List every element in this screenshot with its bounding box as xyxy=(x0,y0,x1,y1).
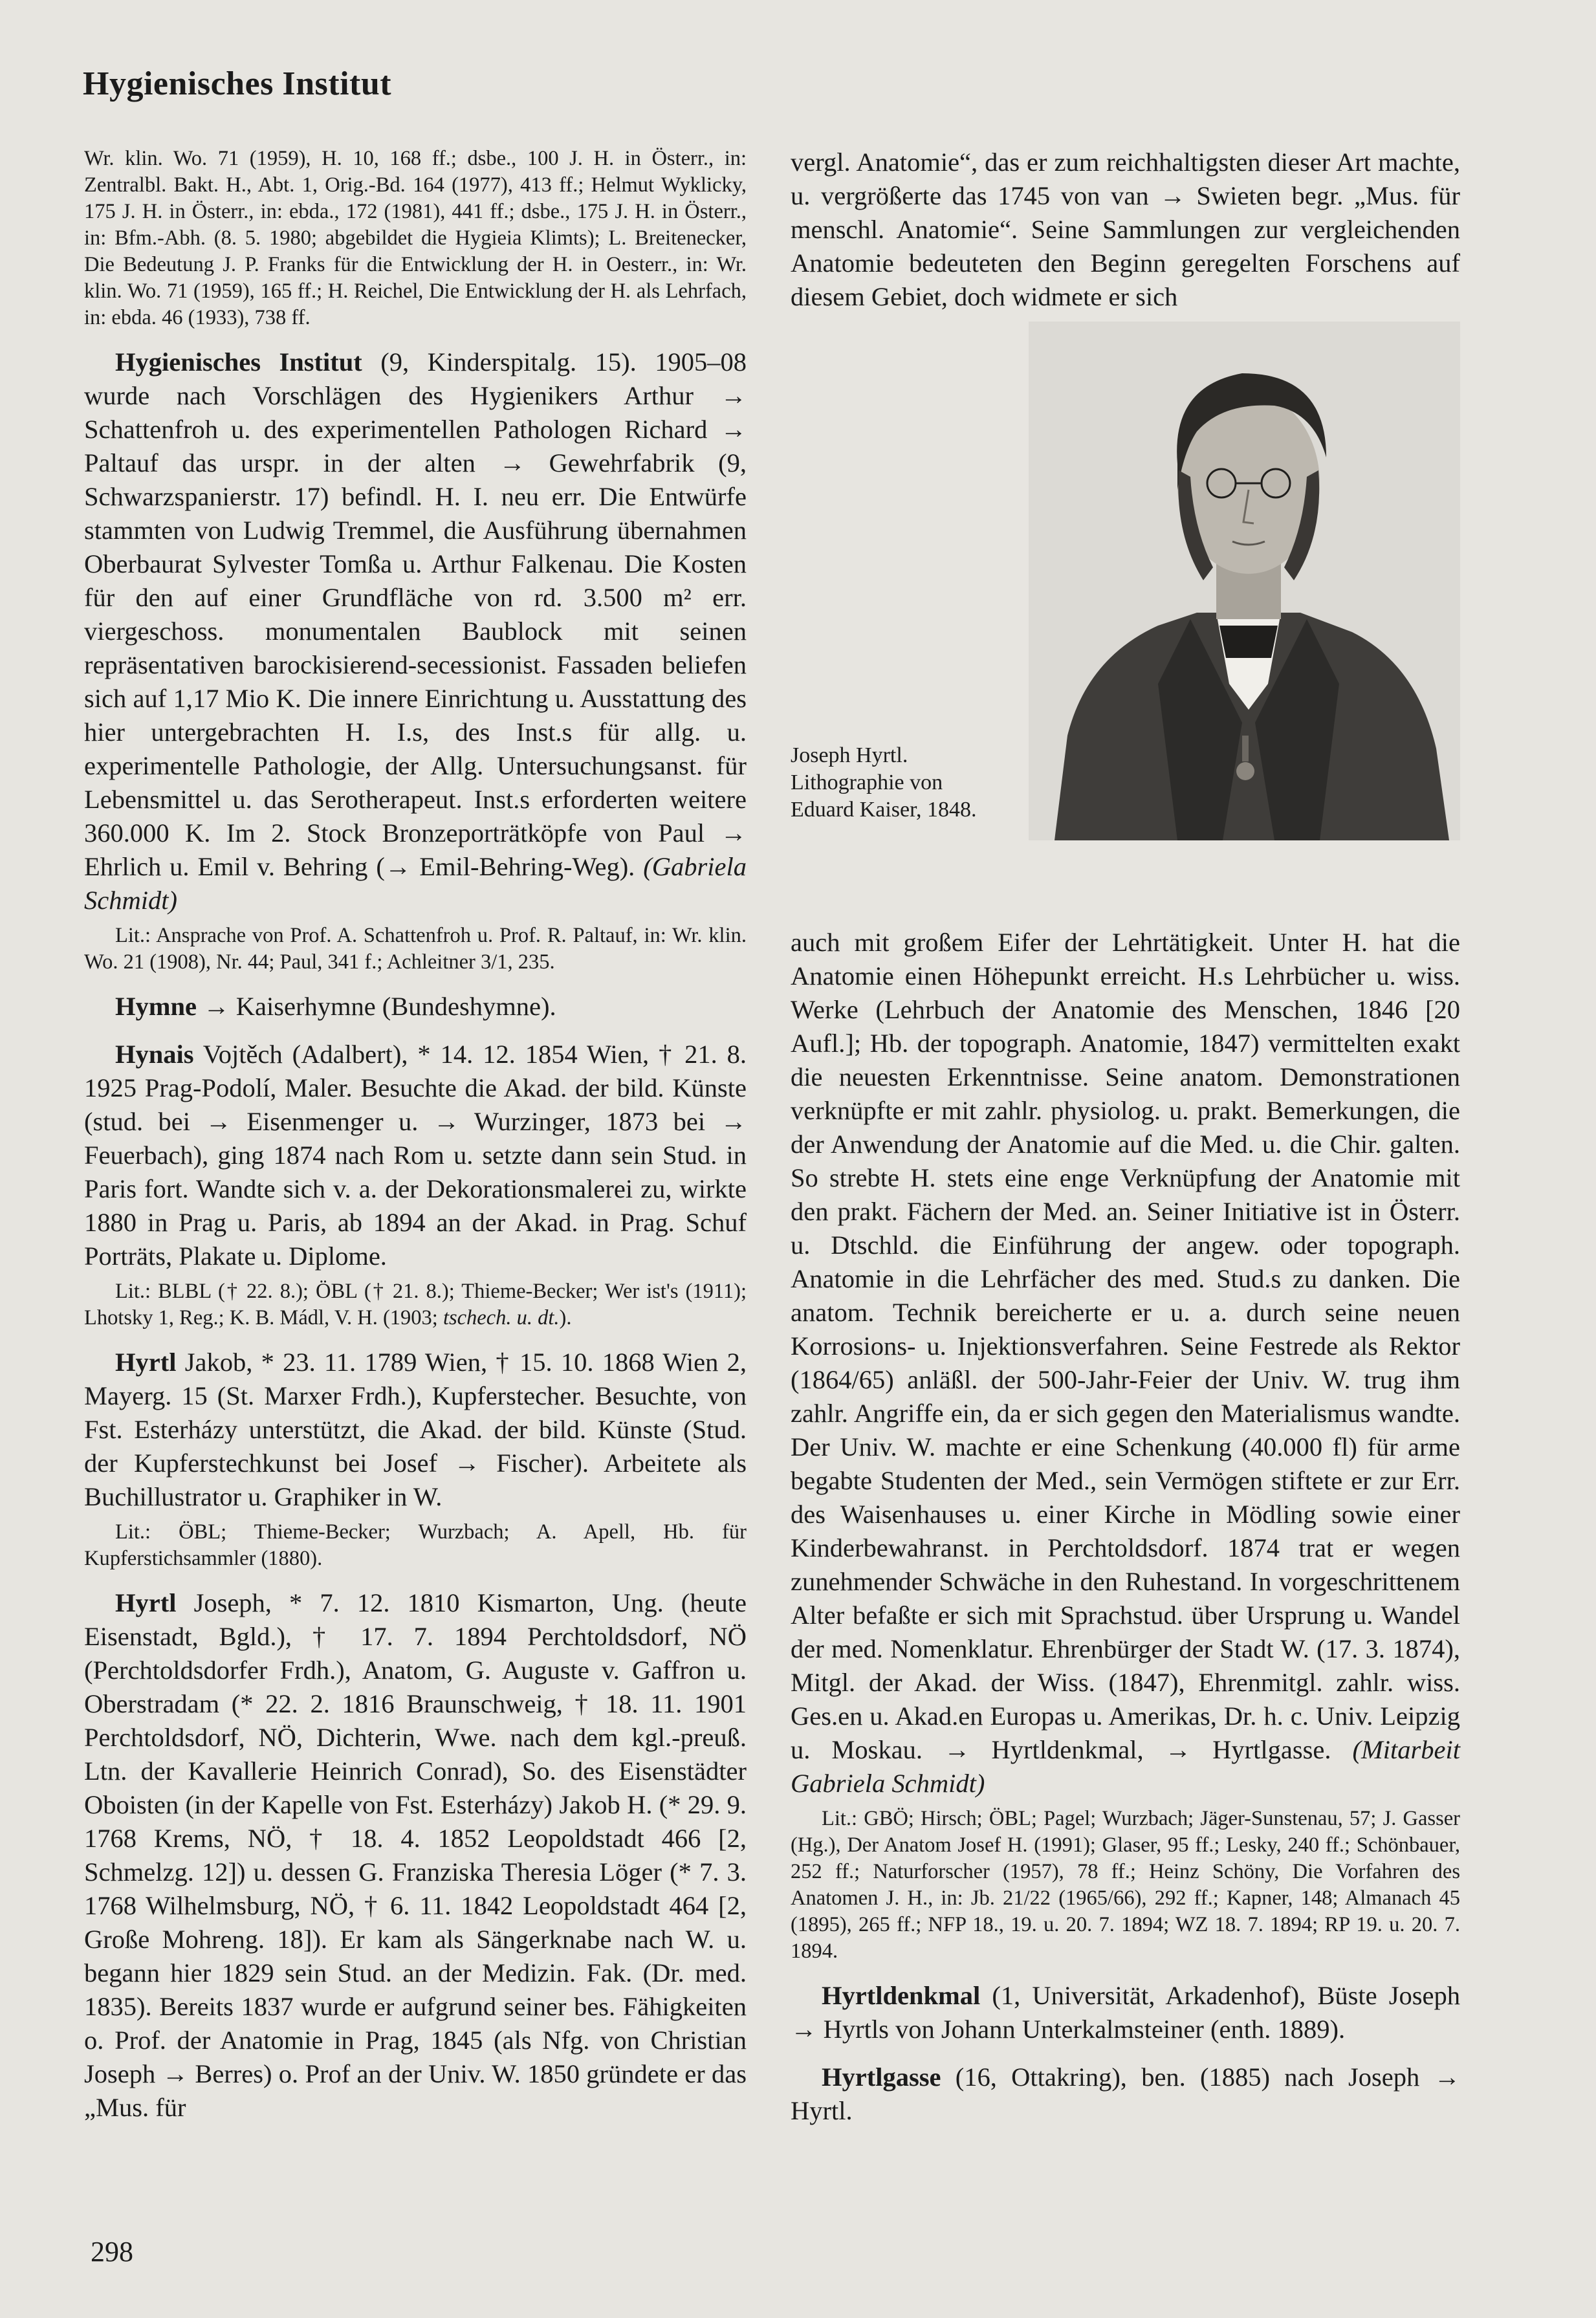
entry-text: Jakob, * 23. 11. 1789 Wien, † 15. 10. 1868 Wien 2, Mayerg. 15 (St. Marxer Frdh.), Kupferstecher. Besuchte, von Fst. Esterházy unterstützt, die Akad. der bild. Künste (Stud. der Kupferstechkunst bei Josef → Fischer). Arbeitete als Buchillustrator u. Graphiker in W. xyxy=(84,1348,747,1511)
lit-end: ). xyxy=(559,1306,572,1329)
entry-text: Vojtěch (Adalbert), * 14. 12. 1854 Wien, † 21. 8. 1925 Prag-Podolí, Maler. Besuchte die Akad. der bild. Künste (stud. bei → Eisenmenger u. → Wurzinger, 1873 bei → Feuerbach), ging 1874 nach Rom u. setzte dann sein Stud. in Paris fort. Wandte sich v. a. der Dekorationsmalerei zu, wirkte 1880 in Prag u. Paris, ab 1894 an der Akad. in Prag. Schuf Porträts, Plakate u. Diplome. xyxy=(84,1040,747,1271)
entry-literature: Lit.: ÖBL; Thieme-Becker; Wurzbach; A. Apell, Hb. für Kupferstichsammler (1880). xyxy=(84,1520,747,1570)
headword: Hyrtldenkmal xyxy=(822,1981,981,2010)
entry-hygienisches-institut xyxy=(84,345,747,917)
entry-literature xyxy=(84,1278,747,1331)
entry-hynais xyxy=(84,1038,747,1273)
portrait-lithograph xyxy=(1029,322,1460,840)
lit-text: Lit.: BLBL († 22. 8.); ÖBL († 21. 8.); Thieme-Becker; Wer ist's (1911); Lhotsky 1, Reg.; K. B. Mádl, V. H. (1903; xyxy=(84,1280,747,1329)
figure xyxy=(791,322,1460,917)
headword: Hyrtlgasse xyxy=(822,2062,941,2092)
entry-hyrtldenkmal xyxy=(791,1979,1460,2046)
entry-text: (9, Kinderspitalg. 15). 1905–08 wurde nach Vorschlägen des Hygienikers Arthur → Schattenfroh u. des experimentellen Pathologen Richard → Paltauf das urspr. in der alten → Gewehrfabrik (9, Schwarzspanierstr. 17) befindl. H. I. neu err. Die Entwürfe stammten von Ludwig Tremmel, die Ausführung übernahmen Oberbaurat Sylvester Tomßa u. Arthur Falkenau. Die Kosten für den auf einer Grundfläche von rd. 3.500 m² err. viergeschoss. monumentalen Baublock mit seinen repräsentativen barockisierend-secessionist. Fassaden beliefen sich auf 1,17 Mio K. Die innere Einrichtung u. Ausstattung des hier untergebrachten H. I.s, des Inst.s für allg. u. experimentelle Pathologie, der Allg. Untersuchungsanst. für Lebensmittel u. das Serotherapeut. Inst.s erforderten weitere 360.000 K. Im 2. Stock Bronzeporträtköpfe von Paul → Ehrlich u. Emil v. Behring (→ Emil-Behring-Weg). xyxy=(84,347,747,881)
entry-continuation xyxy=(791,926,1460,1800)
running-head: Hygienisches Institut xyxy=(83,65,392,102)
entry-author: (Gabriela Schmidt) xyxy=(84,852,747,915)
entry-text: → Kaiserhymne (Bundeshymne). xyxy=(203,992,556,1021)
entry-text: Joseph, * 7. 12. 1810 Kismarton, Ung. (heute Eisenstadt, Bgld.), † 17. 7. 1894 Perchtoldsdorf, NÖ (Perchtoldsdorfer Frdh.), Anatom, G. Auguste v. Gaffron u. Oberstradam (* 22. 2. 1816 Braunschweig, † 18. 11. 1901 Perchtoldsdorf, NÖ, Dichterin, Wwe. nach dem kgl.-preuß. Ltn. der Kavallerie Heinrich Conrad), So. des Eisenstädter Oboisten (in der Kapelle von Fst. Esterházy) Jakob H. (* 29. 9. 1768 Krems, NÖ, † 18. 4. 1852 Leopoldstadt 466 [2, Schmelzg. 12]) u. dessen G. Franziska Theresia Löger (* 7. 3. 1768 Wilhelmsburg, NÖ, † 6. 11. 1842 Leopoldstadt 464 [2, Große Mohreng. 18]). Er kam als Sängerknabe nach W. u. begann hier 1829 sein Stud. an der Medizin. Fak. (Dr. med. 1835). Bereits 1837 wurde er aufgrund seiner bes. Fähigkeiten o. Prof. der Anatomie in Prag, 1845 (als Nfg. von Christian Joseph → Berres) o. Prof an der Univ. W. 1850 gründete er das „Mus. für xyxy=(84,1588,747,2122)
headword: Hyrtl xyxy=(115,1348,177,1377)
entry-literature: Lit.: GBÖ; Hirsch; ÖBL; Pagel; Wurzbach; Jäger-Sunstenau, 57; J. Gasser (Hg.), Der Anatom Josef H. (1991); Glaser, 95 ff.; Lesky, 240 ff.; Schönbauer, 252 ff.; Naturforscher (1957), 78 ff.; Heinz Schöny, Die Vorfahren des Anatomen J. H., in: Jb. 21/22 (1965/66), 292 ff.; Kapner, 148; Almanach 45 (1895), 265 ff.; NFP 18., 19. u. 20. 7. 1894; WZ 18. 7. 1894; RP 19. u. 20. 7. 1894. xyxy=(791,1807,1460,1963)
page-number: 298 xyxy=(91,2236,133,2268)
headword: Hymne xyxy=(115,992,197,1021)
entry-text: auch mit großem Eifer der Lehrtätigkeit. Unter H. hat die Anatomie einen Höhepunkt erreicht. H.s Lehrbücher u. wiss. Werke (Lehrbuch der Anatomie des Menschen, 1846 [20 Aufl.]; Hb. der topograph. Anatomie, 1847) vermittelten exakt die neuesten Erkenntnisse. Seine anatom. Demonstrationen verknüpfte er mit zahlr. physiolog. u. prakt. Bemerkungen, die der Anwendung der Anatomie auf die Med. u. die Chir. galten. So strebte H. stets eine enge Verknüpfung der Anatomie mit den prakt. Fächern der Med. an. Seiner Initiative ist in Österr. u. Dtschld. die Einführung der angew. oder topograph. Anatomie in die Lehrfächer des med. Stud.s zu danken. Die anatom. Technik bereicherte er u. a. durch seine neuen Korrosions- u. Injektionsverfahren. Seine Festrede als Rektor (1864/65) anläßl. der 500-Jahr-Feier der Univ. W. trug ihm zahlr. Angriffe ein, da er sich gegen den Materialismus wandte. Der Univ. W. machte er eine Schenkung (40.000 fl) für arme begabte Studenten der Med., sein Vermögen stiftete er zur Err. des Waisenhauses u. einer Kirche in Mödling sowie einer Kinderbewahranst. in Perchtoldsdorf. 1874 trat er wegen zunehmender Schwäche in den Ruhestand. In vorgeschrittenem Alter befaßte er sich mit Sprachstud. über Ursprung u. Wandel der med. Nomenklatur. Ehrenbürger der Stadt W. (17. 3. 1874), Mitgl. der Akad. der Wiss. (1847), Ehrenmitgl. zahlr. wiss. Ges.en u. Akad.en Europas u. Amerikas, Dr. h. c. Univ. Leipzig u. Moskau. → Hyrtldenkmal, → Hyrtlgasse. xyxy=(791,928,1460,1764)
entry-text: (1, Universität, Arkadenhof), Büste Joseph → Hyrtls von Johann Unterkalmsteiner (enth. 1889). xyxy=(791,1981,1461,2044)
lit-italic: tschech. u. dt. xyxy=(443,1306,560,1329)
headword: Hygienisches Institut xyxy=(115,347,362,377)
entry-hyrtlgasse xyxy=(791,2061,1460,2128)
entry-hyrtl-jakob xyxy=(84,1346,747,1514)
caption-line: Joseph Hyrtl. xyxy=(791,743,908,767)
figure-caption xyxy=(791,742,1023,824)
entry-text: (16, Ottakring), ben. (1885) nach Joseph → Hyrtl. xyxy=(791,2062,1461,2125)
entry-hymne xyxy=(84,990,747,1023)
headword: Hynais xyxy=(115,1040,194,1069)
entry-continuation: vergl. Anatomie“, das er zum reichhaltigsten dieser Art machte, u. vergrößerte das 1745 von van → Swieten begr. „Mus. für menschl. Anatomie“. Seine Sammlungen zur vergleichenden Anatomie bedeuteten den Beginn geregelten Forschens auf diesem Gebiet, doch widmete er sich xyxy=(791,148,1460,311)
entry-author: (Mitarbeit Gabriela Schmidt) xyxy=(791,1735,1461,1798)
entry-hyrtl-joseph xyxy=(84,1586,747,2125)
literature-continued: Wr. klin. Wo. 71 (1959), H. 10, 168 ff.; dsbe., 100 J. H. in Österr., in: Zentralbl. Bakt. H., Abt. 1, Orig.-Bd. 164 (1977), 413 ff.; Helmut Wyklicky, 175 J. H. in Österr., in: ebda., 172 (1981), 441 ff.; dsbe., 175 J. H. in Österr., in: Bfm.-Abh. (8. 5. 1980; abgebildet die Hygieia Klimts); L. Breitenecker, Die Bedeutung J. P. Franks für die Entwicklung der H. in Oesterr., in: Wr. klin. Wo. 71 (1959), 165 ff.; H. Reichel, Die Entwicklung der H. als Lehrfach, in: ebda. 46 (1933), 738 ff. xyxy=(84,147,747,329)
caption-line: Lithographie von xyxy=(791,771,943,794)
caption-line: Eduard Kaiser, 1848. xyxy=(791,798,977,822)
left-column xyxy=(84,146,747,2125)
entry-literature: Lit.: Ansprache von Prof. A. Schattenfroh u. Prof. R. Paltauf, in: Wr. klin. Wo. 21 (1908), Nr. 44; Paul, 341 f.; Achleitner 3/1, 235. xyxy=(84,924,747,974)
right-column xyxy=(791,146,1460,2128)
headword: Hyrtl xyxy=(115,1588,177,1617)
